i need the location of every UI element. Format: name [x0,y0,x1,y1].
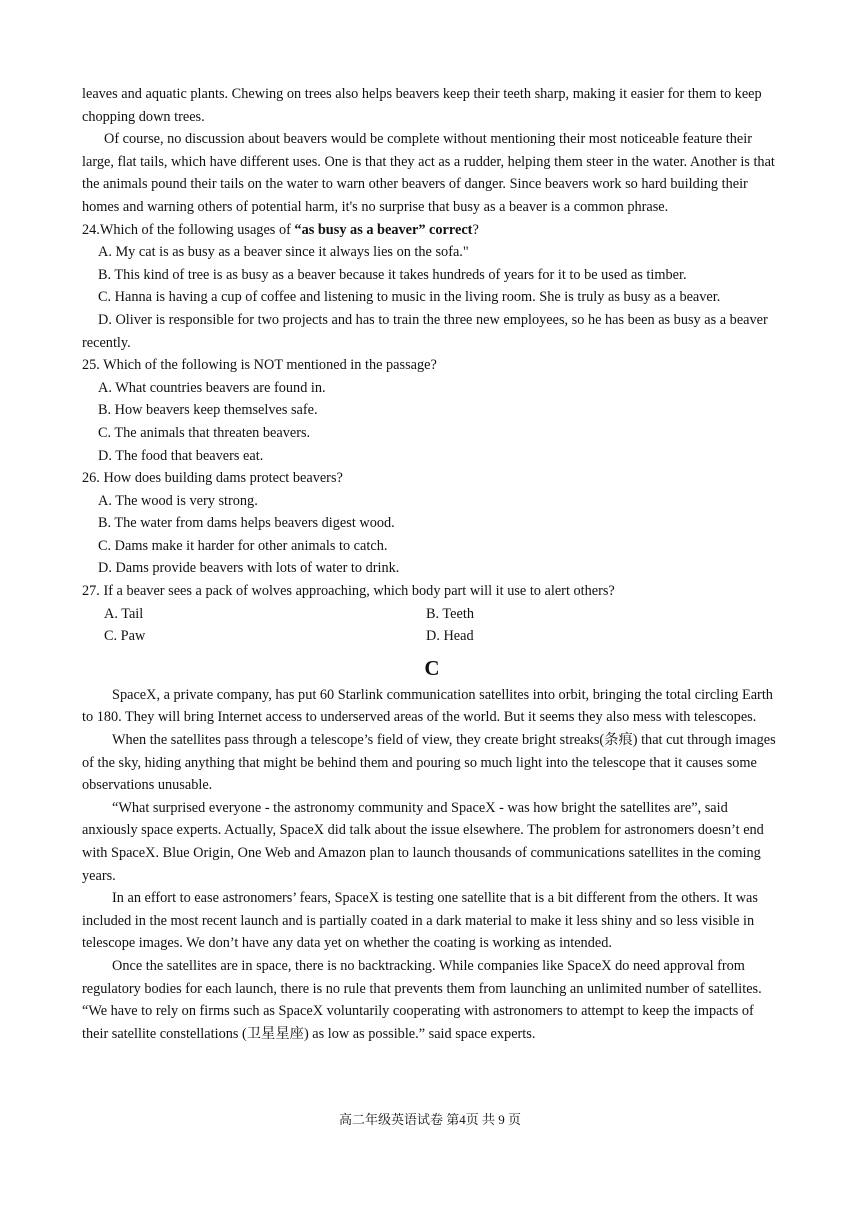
passage-paragraph: In an effort to ease astronomers’ fears, SpaceX is testing one satellite that is a bit different from the others. It was included in the most recent launch and is partially coated in a dark material to make it less shiny and so less visible in telescope images. We don’t have any data yet on whether the coating is working as intended. [82,890,758,952]
question-24-suffix: ? [472,221,479,238]
question-25-option-b: B. How beavers keep themselves safe. [98,402,318,419]
passage-paragraph: SpaceX, a private company, has put 60 Starlink communication satellites into orbit, bringing the total circling Earth to 180. They will bring Internet access to underserved areas of the world. But it seems they also mess with telescopes. [82,686,773,726]
question-26-option-a: A. The wood is very strong. [98,492,258,509]
page-footer: 高二年级英语试卷 第4页 共 9 页 [338,1112,521,1127]
question-25-option-c: C. The animals that threaten beavers. [98,424,311,441]
question-24-option-a: A. My cat is as busy as a beaver since it always lies on the sofa." [98,244,469,261]
question-26-option-d: D. Dams provide beavers with lots of water to drink. [98,560,400,577]
passage-paragraph: Once the satellites are in space, there is no backtracking. While companies like SpaceX do need approval from regulatory bodies for each launch, there is no rule that prevents them from launching an unlimited number of satellites. “We have to rely on firms such as SpaceX voluntarily cooperating with astronomers to attempt to keep the impacts of their satellite constellations (卫星星座) as low as possible.” said space experts. [82,957,762,1042]
question-26-option-c: C. Dams make it harder for other animals to catch. [98,537,388,554]
passage-paragraph: leaves and aquatic plants. Chewing on trees also helps beavers keep their teeth sharp, making it easier for them to keep chopping down trees. [82,86,762,125]
question-27-option-d: D. Head [426,628,474,645]
question-27-option-b: B. Teeth [426,605,474,622]
question-27-options [82,603,782,648]
question-27-option-c: C. Paw [104,628,146,645]
question-24-prefix: 24.Which of the following usages of [82,221,295,238]
question-24-option-d: D. Oliver is responsible for two projects and has to train the three new employees, so he has been as busy as a beaver recently. [82,311,768,351]
question-24-bold: “as busy as a beaver” correct [294,221,473,238]
passage-paragraph: Of course, no discussion about beavers would be complete without mentioning their most noticeable feature their large, flat tails, which have different uses. One is that they act as a rudder, helping them steer in the water. Another is that the animals pound their tails on the water to warn other beavers of danger. Since beavers work so hard building their homes and warning others of potential harm, it's no surprise that busy as a beaver is a common phrase. [82,131,775,215]
passage-paragraph: “What surprised everyone - the astronomy community and SpaceX - was how bright the satellites are”, said anxiously space experts. Actually, SpaceX did talk about the issue elsewhere. The problem for astronomers doesn’t end with SpaceX. Blue Origin, One Web and Amazon plan to launch thousands of communications satellites in the coming years. [82,799,764,884]
question-25-stem: 25. Which of the following is NOT mentioned in the passage? [82,357,437,374]
question-26-option-b: B. The water from dams helps beavers digest wood. [98,515,395,532]
question-25-option-d: D. The food that beavers eat. [98,447,264,464]
question-27-stem: 27. If a beaver sees a pack of wolves approaching, which body part will it use to alert others? [82,583,615,600]
passage-paragraph: When the satellites pass through a telescope’s field of view, they create bright streaks(条痕) that cut through images of the sky, hiding anything that might be behind them and pouring so much light into the telescope that it causes some observations unusable. [82,732,776,794]
exam-page [82,83,782,1045]
question-24-stem [82,219,782,242]
question-26-stem: 26. How does building dams protect beavers? [82,470,343,487]
section-heading: C [424,655,440,680]
question-24-option-c: C. Hanna is having a cup of coffee and listening to music in the living room. She is truly as busy as a beaver. [98,289,721,306]
question-24-option-b: B. This kind of tree is as busy as a beaver because it takes hundreds of years for it to be used as timber. [98,266,687,283]
question-27-option-a: A. Tail [104,605,144,622]
question-25-option-a: A. What countries beavers are found in. [98,379,326,396]
